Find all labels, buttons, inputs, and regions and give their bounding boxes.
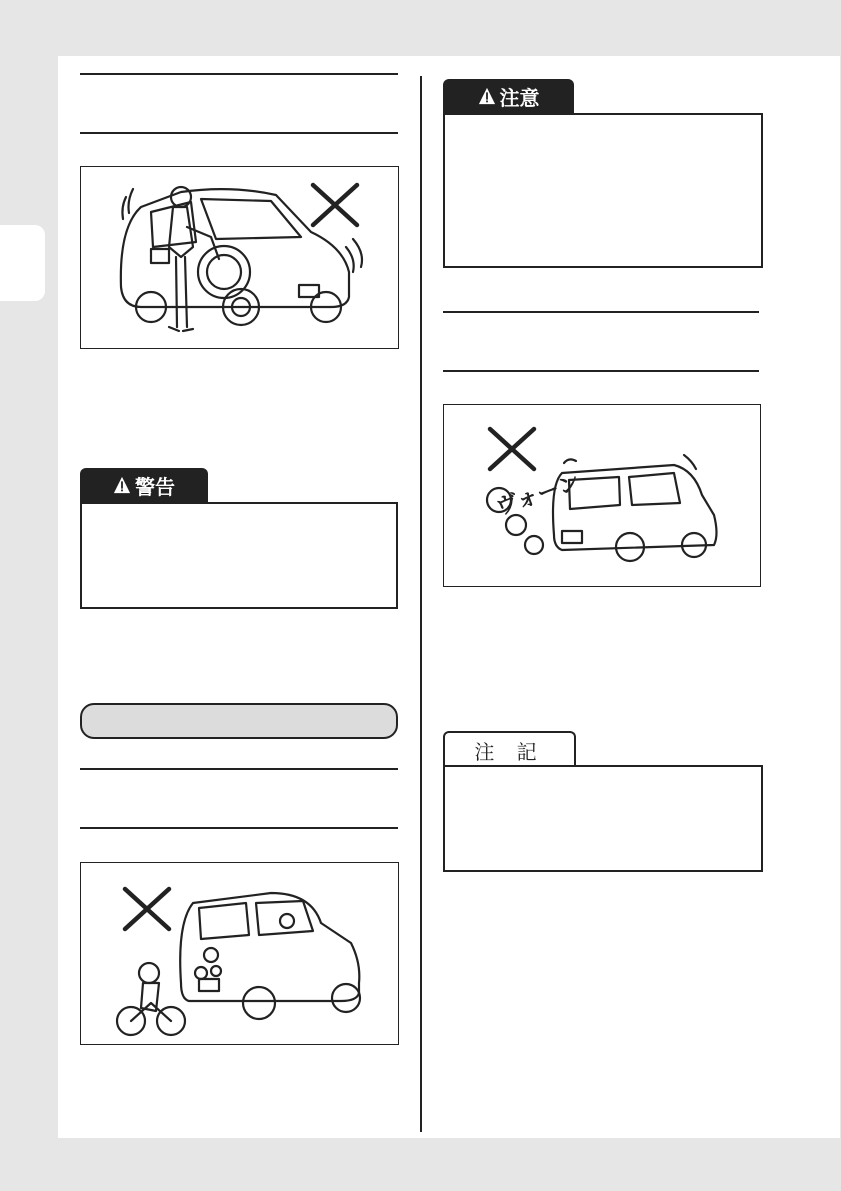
heading-rule-bottom-1 [80, 132, 398, 134]
heading-rule-top-1 [80, 73, 398, 75]
section-heading-bar [80, 703, 398, 739]
prohibited-x-icon [125, 889, 169, 929]
revving-car-drawing [444, 405, 760, 586]
illustration-revving-car [443, 404, 761, 587]
heading-rule-bottom-3 [443, 370, 759, 372]
note-box [443, 765, 763, 872]
warning-label [80, 468, 208, 502]
section-tab [0, 225, 45, 301]
car-and-child-drawing [81, 863, 398, 1044]
warning-triangle-icon [113, 476, 131, 494]
note-label [443, 731, 576, 767]
onomatopoeia-text: ヴォーン [493, 470, 584, 521]
warning-label-text: 警告 [135, 474, 175, 499]
caution-label [443, 79, 574, 113]
caution-box [443, 113, 763, 268]
illustration-push-start-car [80, 166, 399, 349]
prohibited-x-icon [313, 185, 357, 225]
heading-rule-top-2 [80, 768, 398, 770]
column-divider [420, 76, 422, 1132]
heading-rule-top-3 [443, 311, 759, 313]
warning-triangle-icon [478, 87, 496, 105]
heading-rule-bottom-2 [80, 827, 398, 829]
push-start-car-drawing [81, 167, 398, 348]
note-label-text: 注 記 [474, 739, 545, 764]
caution-label-text: 注意 [499, 85, 540, 110]
illustration-car-and-child [80, 862, 399, 1045]
prohibited-x-icon [490, 429, 534, 469]
engine-start-button-drawing [198, 246, 250, 298]
warning-box [80, 502, 398, 609]
